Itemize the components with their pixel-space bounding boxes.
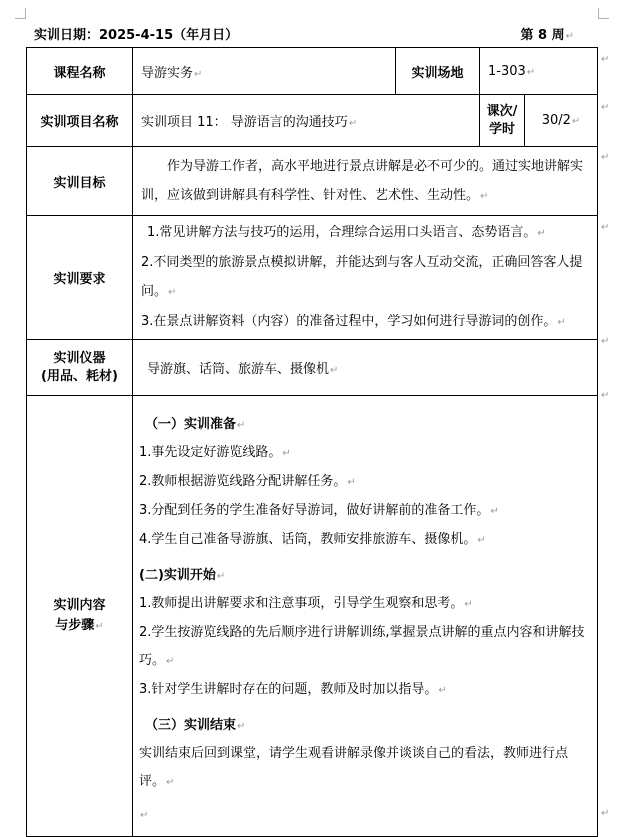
course-row xyxy=(27,48,598,95)
margin-corner-left xyxy=(15,8,26,19)
week-number-wrap xyxy=(521,24,575,43)
requirements-label: 实训要求 xyxy=(27,216,133,340)
section-title: （三）实训结束↵ xyxy=(145,718,246,733)
row-end-mark-icon: ↵ xyxy=(601,390,610,401)
equipment-row xyxy=(27,340,598,396)
row-end-mark-icon: ↵ xyxy=(601,54,610,65)
equipment-label: 实训仪器 (用品、耗材) xyxy=(27,340,133,396)
goal-value: 作为导游工作者，高水平地进行景点讲解是必不可少的。通过实地讲解实训，应该做到讲解具有科学性、针对性、艺术性、生动性。↵ xyxy=(133,147,598,216)
row-end-mark-icon: ↵ xyxy=(601,222,610,233)
venue-value: 1-303↵ xyxy=(480,48,598,95)
list-item: 4.学生自己准备导游旗、话筒，教师安排旅游车、摄像机。↵ xyxy=(139,532,486,547)
project-name-label: 实训项目名称 xyxy=(27,95,133,147)
course-name-value: 导游实务↵ xyxy=(133,48,396,95)
list-item: 2.学生按游览线路的先后顺序进行讲解训练,掌握景点讲解的重点内容和讲解技巧。↵ xyxy=(139,625,585,668)
content-row xyxy=(27,396,598,837)
requirement-item: 2.不同类型的旅游景点模拟讲解，并能达到与客人互动交流，正确回答客人提问。↵ xyxy=(141,255,583,299)
content-label: 实训内容 与步骤↵ xyxy=(27,396,133,837)
paragraph-mark-icon: ↵ xyxy=(565,31,574,42)
margin-corner-right xyxy=(598,8,609,19)
training-plan-table xyxy=(26,47,598,837)
goal-label: 实训目标 xyxy=(27,147,133,216)
requirements-value xyxy=(133,216,598,340)
list-item: 1.教师提出讲解要求和注意事项，引导学生观察和思考。↵ xyxy=(139,596,473,611)
session-value: 30/2↵ xyxy=(525,95,598,147)
list-item: 3.分配到任务的学生准备好导游词，做好讲解前的准备工作。↵ xyxy=(139,503,499,518)
section-title: (二)实训开始↵ xyxy=(139,568,226,583)
row-end-mark-icon: ↵ xyxy=(601,152,610,163)
row-end-mark-icon: ↵ xyxy=(601,336,610,347)
week-number: 第 8 周 xyxy=(520,28,565,43)
list-item: 实训结束后回到课堂，请学生观看讲解录像并谈谈自己的看法，教师进行点评。↵ xyxy=(139,746,569,789)
requirements-row xyxy=(27,216,598,340)
course-name-label: 课程名称 xyxy=(27,48,133,95)
row-end-mark-icon: ↵ xyxy=(601,808,610,819)
list-item: 2.教师根据游览线路分配讲解任务。↵ xyxy=(139,474,356,489)
requirement-item: 3.在景点讲解资料（内容）的准备过程中，学习如何进行导游词的创作。↵ xyxy=(141,314,566,329)
project-name-value: 实训项目 11： 导游语言的沟通技巧↵ xyxy=(133,95,480,147)
training-date: 实训日期：2025-4-15（年月日） xyxy=(34,28,239,43)
empty-paragraph: ↵ xyxy=(140,810,149,821)
goal-row xyxy=(27,147,598,216)
requirement-item: 1.常见讲解方法与技巧的运用，合理综合运用口头语言、态势语言。↵ xyxy=(147,225,546,240)
row-end-mark-icon: ↵ xyxy=(601,102,610,113)
venue-label: 实训场地 xyxy=(396,48,480,95)
list-item: 3.针对学生讲解时存在的问题，教师及时加以指导。↵ xyxy=(139,682,447,697)
equipment-value: 导游旗、话筒、旅游车、摄像机↵ xyxy=(133,340,598,396)
project-row xyxy=(27,95,598,147)
section-title: （一）实训准备↵ xyxy=(145,417,246,432)
document-header xyxy=(34,24,574,44)
content-value xyxy=(133,396,598,837)
session-label: 课次/ 学时 xyxy=(480,95,525,147)
list-item: 1.事先设定好游览线路。↵ xyxy=(139,445,291,460)
